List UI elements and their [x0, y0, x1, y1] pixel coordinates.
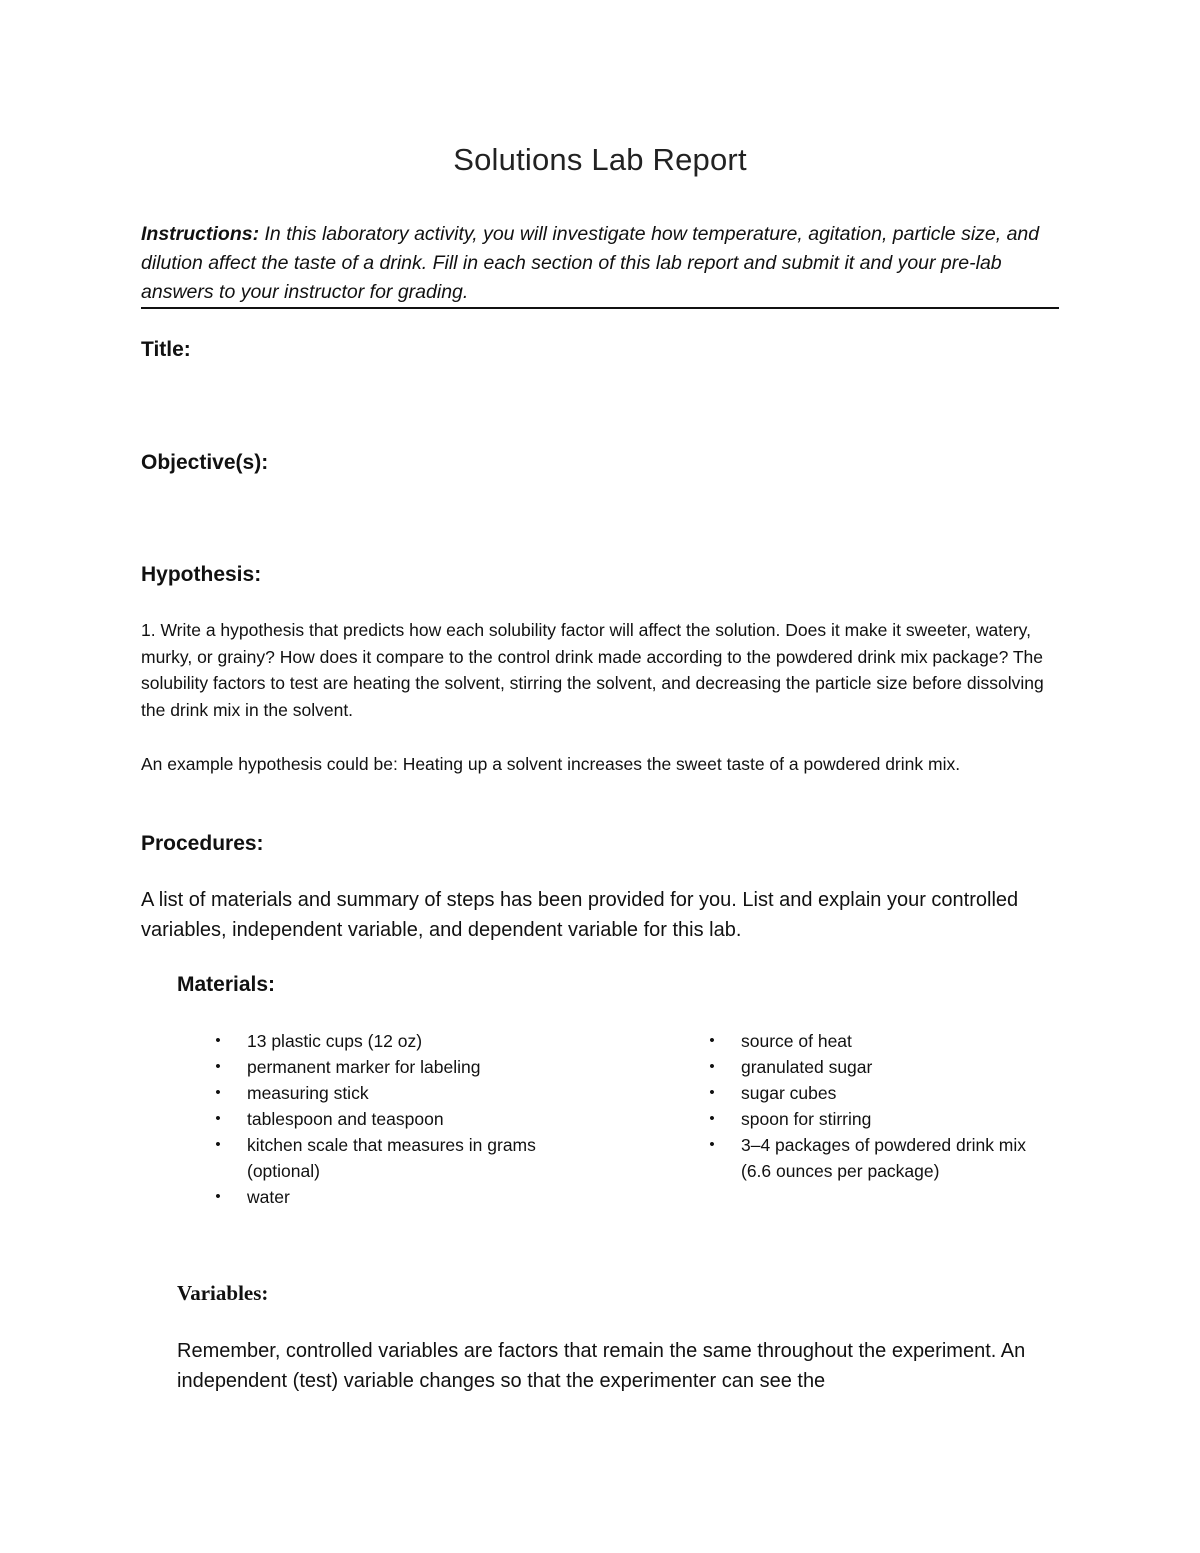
procedures-heading: Procedures:: [141, 832, 264, 855]
bullet-icon: •: [215, 1032, 221, 1049]
bullet-icon: •: [215, 1058, 221, 1075]
list-item: • permanent marker for labeling: [211, 1054, 541, 1080]
bullet-icon: •: [709, 1110, 715, 1127]
list-item: • 3–4 packages of powdered drink mix (6.6 ounces per package): [705, 1132, 1035, 1184]
bullet-icon: •: [215, 1136, 221, 1153]
hypothesis-heading: Hypothesis:: [141, 563, 262, 586]
bullet-icon: •: [215, 1084, 221, 1101]
hypothesis-item-1: 1. Write a hypothesis that predicts how each solubility factor will affect the solution. Does it make it sweeter, watery, murky, or grainy? How does it compare to the control drink made according to the powdered drink mix package? The solubility factors to test are heating the solvent, stirring the solvent, and decreasing the particle size before dissolving the drink mix in the solvent.: [141, 620, 1044, 720]
horizontal-divider: [141, 307, 1059, 309]
list-item: • measuring stick: [211, 1080, 541, 1106]
bullet-icon: •: [709, 1136, 715, 1153]
list-item: • granulated sugar: [705, 1054, 1035, 1080]
bullet-icon: •: [215, 1110, 221, 1127]
list-item: • spoon for stirring: [705, 1106, 1035, 1132]
hypothesis-example: An example hypothesis could be: Heating up a solvent increases the sweet taste of a powdered drink mix.: [141, 754, 961, 774]
instructions-text: In this laboratory activity, you will investigate how temperature, agitation, particle size, and dilution affect the taste of a drink. Fill in each section of this lab report and submit it and your pre-lab answers to your instructor for grading.: [141, 223, 1040, 303]
objectives-heading: Objective(s):: [141, 451, 269, 474]
variables-text: Remember, controlled variables are factors that remain the same throughout the experiment. An independent (test) variable changes so that the experimenter can see the: [177, 1340, 1026, 1392]
variables-heading: Variables:: [177, 1281, 269, 1305]
materials-list-right: [705, 1028, 1035, 1184]
instructions-lead: Instructions:: [141, 223, 260, 245]
list-item: • kitchen scale that measures in grams (optional): [211, 1132, 541, 1184]
bullet-icon: •: [709, 1032, 715, 1049]
list-item: • sugar cubes: [705, 1080, 1035, 1106]
bullet-icon: •: [215, 1188, 221, 1205]
materials-list-left: [211, 1028, 541, 1210]
materials-heading: Materials:: [177, 973, 276, 996]
page-title: Solutions Lab Report: [453, 142, 747, 177]
list-item: • water: [211, 1184, 541, 1210]
list-item: • source of heat: [705, 1028, 1035, 1054]
instructions-paragraph: [141, 220, 1061, 307]
title-heading: Title:: [141, 338, 191, 361]
procedures-text: A list of materials and summary of steps has been provided for you. List and explain your controlled variables, independent variable, and dependent variable for this lab.: [141, 889, 1019, 941]
bullet-icon: •: [709, 1084, 715, 1101]
list-item: • tablespoon and teaspoon: [211, 1106, 541, 1132]
bullet-icon: •: [709, 1058, 715, 1075]
list-item: • 13 plastic cups (12 oz): [211, 1028, 541, 1054]
